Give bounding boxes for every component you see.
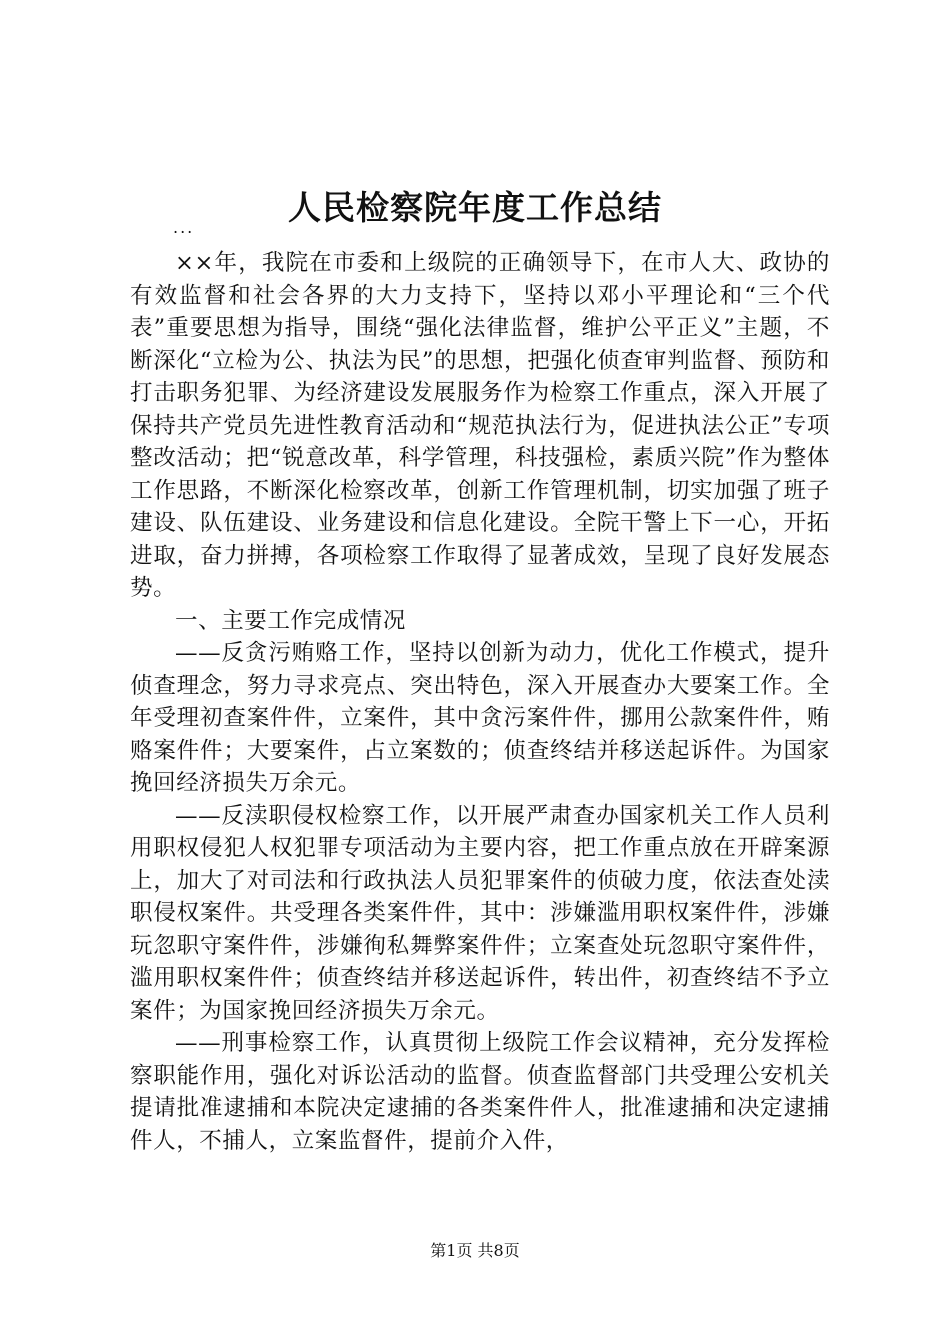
section-heading: 一、主要工作完成情况: [175, 607, 407, 634]
paragraph-anti-corruption: ——反贪污贿赂工作，坚持以创新为动力，优化工作模式，提升侦查理念，努力寻求亮点、突出特色，深入开展查办大要案工作。全年受理初查案件件，立案件，其中贪污案件件，挪用公款案件件，贿赂案件件；大要案件，占立案数的；侦查终结并移送起诉件。为国家挽回经济损失万余元。: [130, 640, 830, 796]
paragraph-criminal-prosecution: ——刑事检察工作，认真贯彻上级院工作会议精神，充分发挥检察职能作用，强化对诉讼活动的监督。侦查监督部门共受理公安机关提请批准逮捕和本院决定逮捕的各类案件件人，批准逮捕和决定逮捕件人，不捕人，立案监督件，提前介入件，: [130, 1030, 830, 1154]
page-footer: 第1页 共8页: [430, 1241, 520, 1260]
paragraph-intro: ××年，我院在市委和上级院的正确领导下，在市人大、政协的有效监督和社会各界的大力支持下，坚持以邓小平理论和“三个代表”重要思想为指导，围绕“强化法律监督，维护公平正义”主题，不断深化“立检为公、执法为民”的思想，把强化侦查审判监督、预防和打击职务犯罪、为经济建设发展服务作为检察工作重点，深入开展了保持共产党员先进性教育活动和“规范执法行为，促进执法公正”专项整改活动；把“锐意改革，科学管理，科技强检，素质兴院”作为整体工作思路，不断深化检察改革，创新工作管理机制，切实加强了班子建设、队伍建设、业务建设和信息化建设。全院干警上下一心，开拓进取，奋力拼搏，各项检察工作取得了显著成效，呈现了良好发展态势。: [130, 250, 830, 601]
document-title: 人民检察院年度工作总结: [288, 188, 662, 227]
ellipsis-mark: ...: [173, 218, 195, 237]
document-body: [130, 247, 830, 1157]
paragraph-anti-dereliction: ——反渎职侵权检察工作，以开展严肃查办国家机关工作人员利用职权侵犯人权犯罪专项活动为主要内容，把工作重点放在开辟案源上，加大了对司法和行政执法人员犯罪案件的侦破力度，依法查处渎职侵权案件。共受理各类案件件，其中：涉嫌滥用职权案件件，涉嫌玩忽职守案件件，涉嫌徇私舞弊案件件；立案查处玩忽职守案件件，滥用职权案件件；侦查终结并移送起诉件，转出件，初查终结不予立案件；为国家挽回经济损失万余元。: [130, 802, 830, 1024]
